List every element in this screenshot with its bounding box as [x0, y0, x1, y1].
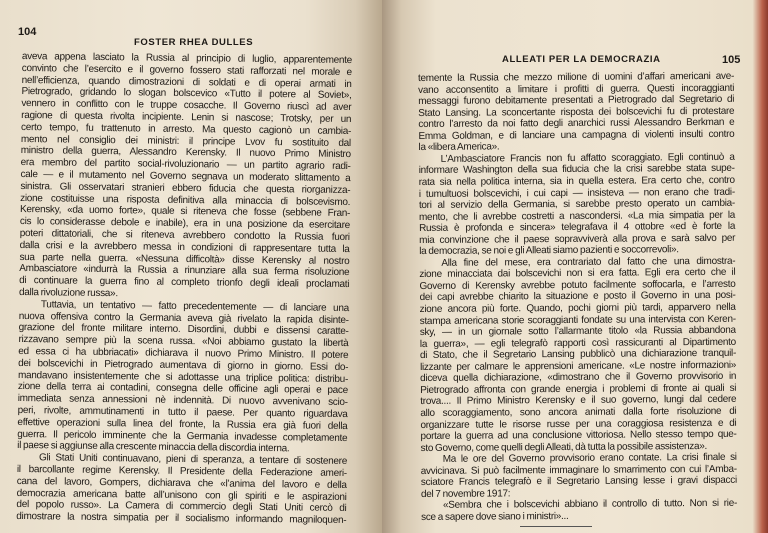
page-number: 105	[722, 54, 741, 66]
section-end-rule	[520, 526, 592, 527]
text-line: L’Ambasciatore Francis non fu affatto scoraggiato. Egli continuò a	[440, 151, 735, 165]
text-line: peri, rivolte, ammutinamenti in tutto il paese. Per quanto riguardava	[17, 404, 348, 421]
text-line: contro l’arresto da noi fatto degli anarchici russi Alessandro Berkman e	[418, 116, 735, 131]
text-line: Ma le ore del Governo provvisorio erano contate. La crisi finale si	[442, 451, 737, 465]
running-head: FOSTER RHEA DULLES	[134, 37, 254, 48]
text-line: lizzante per calmare le apprensioni americane. «Le nostre informazioni»	[420, 359, 737, 373]
right-page	[382, 0, 768, 533]
text-line: il barcollante regime Kerensky. Il Presidente della Federazione ameri-	[16, 463, 347, 479]
text-line: cis lo considerasse debole e inabile), era in una posizione da esercitare	[19, 216, 350, 232]
text-line: zione ancora più forte. Quando, pochi giorni più tardi, apparvero nella	[419, 301, 736, 315]
text-line: «Sembra che i bolscevichi abbiano il controllo di tutto. Non si rie-	[442, 498, 738, 512]
text-line: zione della terra ai contadini, consegna delle officine agli operai e pace	[17, 381, 348, 397]
text-line: Governo di Kerensky avrebbe potuto facilmente soffocarla, e l’arresto	[419, 278, 736, 292]
text-line: avvicinava. Si può facilmente immaginare lo smarrimento con cui l’Amba-	[420, 463, 737, 477]
left-page	[0, 0, 382, 533]
text-line: sky, — in un giornale sotto l’allarmante titolo «la Russia abbandona	[419, 324, 736, 339]
text-line: immediata senza annessioni nè indennità. Di nuovo avvenivano scio-	[17, 393, 348, 409]
text-line: mandavano insistentemente che si adottasse una triplice politica: distribu-	[17, 369, 349, 385]
text-line: di Stato, che il Segretario Lansing pubblicò una dichiarazione tranquil-	[419, 347, 737, 362]
page-body-text	[16, 51, 352, 527]
text-line: di continuare la guerra fino al completo trionfo degli ideali proclamati	[19, 275, 350, 291]
text-line: nell’efficienza, quando dimostrazioni di soldati e di operai armati in	[21, 74, 352, 90]
text-line: tori al servizio della Germania, si sarebbe presto operato un cambia-	[418, 197, 735, 212]
text-line: dalla rivoluzione russa».	[18, 286, 118, 300]
text-line: ragione di questa rivolta incipiente. Lenin si nascose; Trotsky, per un	[21, 109, 352, 126]
text-line: dalla crisi e la avrebbero messa in condizioni di rappresentare tutta la	[19, 239, 350, 255]
text-line: mento, che li avrebbe costretti a nascondersi. «La mia simpatia per la	[418, 209, 736, 223]
text-line: la democrazia, se noi e gli Alleati siamo pazienti e soccorrevoli».	[419, 244, 679, 258]
text-line: temente la Russia che mezzo milione di uomini d’affari americani ave-	[418, 70, 735, 84]
text-line: certo tempo, fu trattenuto in arresto. Ma questo cagionò un cambia-	[21, 121, 352, 137]
text-line: Stato Lansing. La sconcertante risposta dei bolscevichi fu di protestare	[418, 105, 735, 119]
text-line: portare la guerra ad una conclusione vittoriosa. Nello stesso tempo que-	[420, 428, 737, 443]
text-line: del 7 novembre 1917:	[420, 488, 511, 500]
text-line: il paese si aggiunse alla crescente minaccia della discordia interna.	[17, 440, 290, 455]
text-line: trova.... Il Primo Ministro Kerensky e il suo governo, lungi dal cedere	[420, 394, 737, 408]
text-line: sua parte nella guerra. «Nessuna difficoltà» disse Kerensky al nostro	[19, 251, 350, 267]
text-line: sinistra. Gli osservatari stranieri ebbero fiducia che questa riorganizza-	[20, 180, 351, 196]
running-head: ALLEATI PER LA DEMOCRAZIA	[502, 54, 661, 65]
text-line: Emma Goldman, e di lanciare una campagna di violenti insulti contro	[418, 128, 735, 142]
text-line: Pietrogrado affronta con grande energia i problemi di fronte ai quali si	[420, 382, 737, 396]
text-line: ministro della guerra, Alessandro Kerensky. Il nuovo Primo Ministro	[20, 145, 351, 161]
text-line: cale — e il mutamento nel Governo segnava un moderato slittamento a	[20, 168, 351, 185]
text-line: sce a sapere dove siano i ministri»...	[421, 510, 569, 523]
text-line: effettive operazioni sulla linea del fronte, la Russia era già fuori della	[17, 416, 348, 432]
text-line: democrazia americana batte all’unisono con gli spiriti e le aspirazioni	[16, 487, 347, 503]
page-number: 104	[18, 26, 37, 38]
text-line: aveva appena lasciato la Russia al principio di luglio, apparentemente	[21, 51, 352, 67]
text-line: nuova offensiva contro la Germania aveva già rivelato la rapida disinte-	[18, 310, 349, 326]
text-line: zione costituisse una risposta definitiva alla minaccia di bolscevismo.	[20, 192, 351, 208]
text-line: organizzare tutte le risorse russe per una coraggiosa resistenza e di	[420, 417, 737, 431]
text-line: allo scoraggiamento, sono ancora animati dalla forte risoluzione di	[420, 405, 737, 419]
text-line: vennero in conflitto con le truppe cosacche. Il Governo riuscì ad aver	[21, 98, 352, 114]
text-line: mia convinzione che il paese sopravviverà alla prova e sarà salvo per	[419, 232, 736, 246]
text-line: dimostrare la nostra simpatia per il socialismo informando magniloquen-	[16, 511, 347, 527]
text-line: Pietrogrado, gridando lo slogan bolscevico «Tutto il potere al Soviet»,	[21, 86, 352, 102]
text-line: guerra. Il pericolo imminente che la Germania invadesse completamente	[17, 428, 348, 444]
text-line: era membro del partito social-rivoluzionario — un partito agrario radi-	[20, 157, 351, 173]
text-line: rata sia nella politica interna, sia in quella estera. Era certo che, contro	[418, 174, 735, 188]
text-line: dei bolscevichi in Pietrogrado aumentava di giorno in giorno. Essi do-	[18, 357, 349, 373]
text-line: Russia è profonda e sincera» telegrafava il 4 ottobre «ed è forte la	[419, 220, 736, 235]
text-line: del popolo russo». La Camera di commercio degli Stati Uniti cercò di	[16, 499, 347, 515]
text-line: Ambasciatore «indurrà la Russia a rinunziare alla sua ferma risoluzione	[19, 263, 350, 279]
text-line: grazione del fronte militare interno. Disordini, dubbi e dissensi caratte-	[18, 322, 349, 338]
text-line: Alla fine del mese, era contrariato dal fatto che una dimostra-	[441, 255, 736, 269]
text-line: Kerensky, «da uomo forte», quale si riteneva che fosse (sebbene Fran-	[19, 204, 351, 220]
text-line: la guerra», — egli telegrafò rapporti così rassicuranti al Dipartimento	[419, 336, 736, 350]
text-line: mento nel consiglio dei ministri: il principe Lvov fu sostituito dal	[20, 133, 351, 149]
text-line: messaggi furono debitamente presentati a Pietrogrado dal Segretario di	[418, 93, 735, 108]
text-line: sto Governo, come quelli degli Alleati, dà tutta la possibile assistenza».	[420, 440, 707, 454]
text-line: la «libera America».	[418, 141, 500, 154]
text-line: convinto che l’esercito e il governo fossero stati rafforzati nel morale e	[21, 62, 352, 78]
text-line: vano acconsentito a limitare i profitti di guerra. Questi incoraggianti	[418, 82, 735, 96]
text-line: poteri dittatoriali, che si riteneva avrebbero condotto la Russia fuori	[19, 227, 350, 244]
text-line: stampa americana storie scoraggianti fondate su una intervista con Keren-	[419, 313, 736, 327]
text-line: dei capi avrebbe chiarito la situazione e posto il Governo in una posi-	[419, 290, 736, 304]
text-line: zione minacciata dai bolscevichi non si era fatta. Egli era certo che il	[419, 267, 736, 281]
text-line: sciatore Francis telegrafò e il Segretario Lansing lesse i gravi dispacci	[420, 475, 737, 489]
text-line: informare Washington della sua fiducia che la crisi sarebbe stata supe-	[418, 163, 735, 177]
text-line: i tumultuosi bolscevichi, i cui capi — insisteva — non erano che tradi-	[418, 186, 735, 200]
text-line: diceva quella dichiarazione, «dimostrano che il Governo provvisorio in	[420, 371, 737, 385]
text-line: Gli Stati Uniti continuavano, pieni di speranza, a tentare di sostenere	[38, 452, 348, 468]
text-line: ed essa ci ha ubbriacati» dichiarava il nuovo Primo Ministro. Il potere	[18, 345, 349, 362]
text-line: rizzavano sempre più la scena russa. «Noi abbiamo gustato la libertà	[18, 334, 349, 350]
text-line: cana del lavoro, Gompers, dichiarava che «l’anima del lavoro e della	[16, 475, 347, 491]
text-line: Tuttavia, un tentativo — fatto precedentemente — di lanciare una	[40, 299, 349, 314]
page-body-text	[418, 70, 738, 523]
